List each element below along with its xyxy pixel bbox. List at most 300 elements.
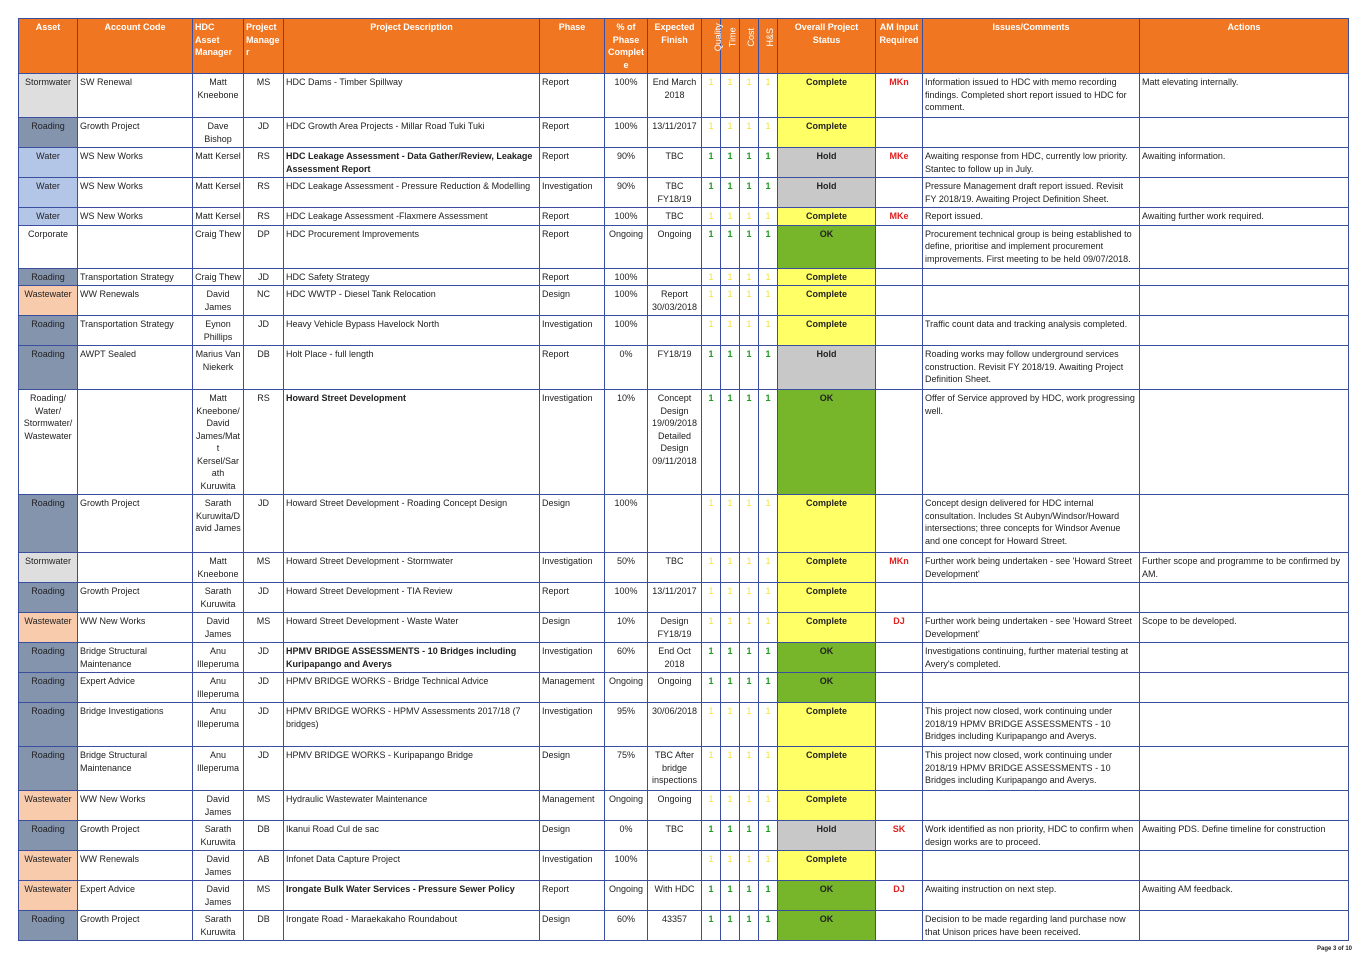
header-hdc-asset-manager: HDC Asset Manager xyxy=(193,19,244,74)
asset-cell: Roading xyxy=(19,643,78,673)
am-input-cell xyxy=(876,583,923,613)
project-manager-cell: RS xyxy=(244,390,284,495)
table-row xyxy=(19,495,1349,553)
time-indicator-cell: 1 xyxy=(721,74,740,118)
time-indicator-cell: 1 xyxy=(721,148,740,178)
am-input-cell xyxy=(876,268,923,286)
project-manager-cell: JD xyxy=(244,643,284,673)
am-input-cell xyxy=(876,390,923,495)
table-row xyxy=(19,268,1349,286)
account-code-cell: SW Renewal xyxy=(78,74,193,118)
actions-cell: Awaiting PDS. Define timeline for construction xyxy=(1140,821,1349,851)
project-manager-cell: AB xyxy=(244,851,284,881)
am-input-cell xyxy=(876,346,923,390)
quality-indicator-cell: 1 xyxy=(702,613,721,643)
expected-finish-cell: FY18/19 xyxy=(648,346,702,390)
quality-indicator-cell: 1 xyxy=(702,643,721,673)
cost-indicator-cell: 1 xyxy=(740,851,759,881)
overall-status-cell: Complete xyxy=(778,495,876,553)
phase-cell: Design xyxy=(540,495,605,553)
issues-comments-cell: Further work being undertaken - see 'Howard Street Development' xyxy=(923,613,1140,643)
table-row xyxy=(19,346,1349,390)
account-code-cell: Expert Advice xyxy=(78,881,193,911)
phase-cell: Report xyxy=(540,583,605,613)
time-indicator-cell: 1 xyxy=(721,268,740,286)
hdc-manager-cell: Matt Kneebone/David James/Matt Kersel/Sarath Kuruwita xyxy=(193,390,244,495)
project-manager-cell: JD xyxy=(244,703,284,747)
quality-indicator-cell: 1 xyxy=(702,178,721,208)
phase-cell: Report xyxy=(540,74,605,118)
project-manager-cell: RS xyxy=(244,178,284,208)
cost-indicator-cell: 1 xyxy=(740,118,759,148)
table-row xyxy=(19,286,1349,316)
cost-indicator-cell: 1 xyxy=(740,673,759,703)
phase-cell: Investigation xyxy=(540,643,605,673)
actions-cell: Awaiting further work required. xyxy=(1140,208,1349,226)
overall-status-cell: OK xyxy=(778,881,876,911)
table-row xyxy=(19,553,1349,583)
project-manager-cell: DB xyxy=(244,911,284,941)
actions-cell: Awaiting information. xyxy=(1140,148,1349,178)
time-indicator-cell: 1 xyxy=(721,118,740,148)
account-code-cell: Bridge Structural Maintenance xyxy=(78,747,193,791)
overall-status-cell: Complete xyxy=(778,118,876,148)
phase-cell: Management xyxy=(540,673,605,703)
hdc-manager-cell: Anu Illeperuma xyxy=(193,643,244,673)
am-input-cell xyxy=(876,316,923,346)
quality-indicator-cell: 1 xyxy=(702,286,721,316)
project-manager-cell: MS xyxy=(244,74,284,118)
quality-indicator-cell: 1 xyxy=(702,118,721,148)
header-phase: Phase xyxy=(540,19,605,74)
cost-indicator-cell: 1 xyxy=(740,583,759,613)
time-indicator-cell: 1 xyxy=(721,821,740,851)
cost-indicator-cell: 1 xyxy=(740,74,759,118)
issues-comments-cell: Investigations continuing, further material testing at Avery's completed. xyxy=(923,643,1140,673)
project-status-table xyxy=(18,18,1349,941)
expected-finish-cell: 43357 xyxy=(648,911,702,941)
table-row xyxy=(19,316,1349,346)
time-indicator-cell: 1 xyxy=(721,583,740,613)
hdc-manager-cell: Anu Illeperuma xyxy=(193,747,244,791)
issues-comments-cell: This project now closed, work continuing under 2018/19 HPMV BRIDGE ASSESSMENTS - 10 Bridges including Kuripapango and Averys. xyxy=(923,747,1140,791)
header-percent-complete: % of Phase Complete xyxy=(605,19,648,74)
hdc-manager-cell: Matt Kneebone xyxy=(193,74,244,118)
table-row xyxy=(19,673,1349,703)
account-code-cell: Bridge Investigations xyxy=(78,703,193,747)
cost-indicator-cell: 1 xyxy=(740,178,759,208)
asset-cell: Wastewater xyxy=(19,881,78,911)
table-row xyxy=(19,118,1349,148)
actions-cell xyxy=(1140,791,1349,821)
issues-comments-cell: Offer of Service approved by HDC, work progressing well. xyxy=(923,390,1140,495)
hdc-manager-cell: Marius Van Niekerk xyxy=(193,346,244,390)
issues-comments-cell: Further work being undertaken - see 'Howard Street Development' xyxy=(923,553,1140,583)
table-body xyxy=(19,74,1349,941)
project-description-cell: Howard Street Development xyxy=(284,390,540,495)
issues-comments-cell: Decision to be made regarding land purchase now that Unison prices have been received. xyxy=(923,911,1140,941)
overall-status-cell: Complete xyxy=(778,316,876,346)
account-code-cell xyxy=(78,225,193,268)
table-row xyxy=(19,911,1349,941)
hs-indicator-cell: 1 xyxy=(759,178,778,208)
phase-cell: Report xyxy=(540,208,605,226)
hs-indicator-cell: 1 xyxy=(759,747,778,791)
project-manager-cell: JD xyxy=(244,118,284,148)
hs-indicator-cell: 1 xyxy=(759,673,778,703)
expected-finish-cell: Ongoing xyxy=(648,673,702,703)
issues-comments-cell: Procurement technical group is being established to define, prioritise and implement procurement improvements. First meeting to be held 09/07/2018. xyxy=(923,225,1140,268)
account-code-cell: Growth Project xyxy=(78,583,193,613)
cost-indicator-cell: 1 xyxy=(740,346,759,390)
phase-cell: Report xyxy=(540,225,605,268)
phase-cell: Investigation xyxy=(540,316,605,346)
time-indicator-cell: 1 xyxy=(721,791,740,821)
am-input-cell xyxy=(876,673,923,703)
project-manager-cell: MS xyxy=(244,791,284,821)
phase-cell: Report xyxy=(540,148,605,178)
hs-indicator-cell: 1 xyxy=(759,703,778,747)
hdc-manager-cell: Matt Kneebone xyxy=(193,553,244,583)
project-manager-cell: MS xyxy=(244,553,284,583)
account-code-cell: AWPT Sealed xyxy=(78,346,193,390)
percent-complete-cell: 100% xyxy=(605,286,648,316)
phase-cell: Design xyxy=(540,286,605,316)
project-manager-cell: DB xyxy=(244,346,284,390)
time-indicator-cell: 1 xyxy=(721,316,740,346)
account-code-cell xyxy=(78,553,193,583)
table-row xyxy=(19,178,1349,208)
project-description-cell: Irongate Road - Maraekakaho Roundabout xyxy=(284,911,540,941)
project-manager-cell: JD xyxy=(244,316,284,346)
header-actions: Actions xyxy=(1140,19,1349,74)
am-input-cell: SK xyxy=(876,821,923,851)
hdc-manager-cell: Dave Bishop xyxy=(193,118,244,148)
am-input-cell xyxy=(876,495,923,553)
actions-cell xyxy=(1140,747,1349,791)
time-indicator-cell: 1 xyxy=(721,747,740,791)
project-manager-cell: RS xyxy=(244,208,284,226)
issues-comments-cell: Pressure Management draft report issued. Revisit FY 2018/19. Awaiting Project Definition Sheet. xyxy=(923,178,1140,208)
hdc-manager-cell: Matt Kersel xyxy=(193,178,244,208)
percent-complete-cell: 100% xyxy=(605,208,648,226)
percent-complete-cell: 100% xyxy=(605,851,648,881)
overall-status-cell: OK xyxy=(778,911,876,941)
quality-indicator-cell: 1 xyxy=(702,346,721,390)
header-account-code: Account Code xyxy=(78,19,193,74)
overall-status-cell: Complete xyxy=(778,553,876,583)
hs-indicator-cell: 1 xyxy=(759,208,778,226)
project-manager-cell: RS xyxy=(244,148,284,178)
time-indicator-cell: 1 xyxy=(721,346,740,390)
cost-indicator-cell: 1 xyxy=(740,791,759,821)
header-asset: Asset xyxy=(19,19,78,74)
quality-indicator-cell: 1 xyxy=(702,821,721,851)
expected-finish-cell: End Oct 2018 xyxy=(648,643,702,673)
asset-cell: Wastewater xyxy=(19,286,78,316)
table-row xyxy=(19,791,1349,821)
asset-cell: Roading xyxy=(19,583,78,613)
hs-indicator-cell: 1 xyxy=(759,851,778,881)
overall-status-cell: Hold xyxy=(778,346,876,390)
percent-complete-cell: 10% xyxy=(605,390,648,495)
hs-indicator-cell: 1 xyxy=(759,390,778,495)
expected-finish-cell xyxy=(648,316,702,346)
expected-finish-cell: TBC xyxy=(648,208,702,226)
am-input-cell xyxy=(876,178,923,208)
expected-finish-cell xyxy=(648,268,702,286)
am-input-cell xyxy=(876,747,923,791)
hdc-manager-cell: Sarath Kuruwita/David James xyxy=(193,495,244,553)
asset-cell: Roading xyxy=(19,821,78,851)
quality-indicator-cell: 1 xyxy=(702,881,721,911)
overall-status-cell: Complete xyxy=(778,703,876,747)
am-input-cell: DJ xyxy=(876,881,923,911)
asset-cell: Roading xyxy=(19,495,78,553)
actions-cell xyxy=(1140,495,1349,553)
issues-comments-cell: Roading works may follow underground services construction. Revisit FY 2018/19. Awaiting Project Definition Sheet. xyxy=(923,346,1140,390)
phase-cell: Design xyxy=(540,821,605,851)
issues-comments-cell: Report issued. xyxy=(923,208,1140,226)
am-input-cell xyxy=(876,703,923,747)
percent-complete-cell: 90% xyxy=(605,178,648,208)
am-input-cell: MKn xyxy=(876,74,923,118)
expected-finish-cell: TBC xyxy=(648,821,702,851)
overall-status-cell: Complete xyxy=(778,74,876,118)
account-code-cell xyxy=(78,390,193,495)
overall-status-cell: OK xyxy=(778,225,876,268)
hs-indicator-cell: 1 xyxy=(759,495,778,553)
hs-indicator-cell: 1 xyxy=(759,346,778,390)
table-row xyxy=(19,225,1349,268)
asset-cell: Corporate xyxy=(19,225,78,268)
hs-indicator-cell: 1 xyxy=(759,911,778,941)
issues-comments-cell xyxy=(923,118,1140,148)
issues-comments-cell xyxy=(923,268,1140,286)
percent-complete-cell: 50% xyxy=(605,553,648,583)
account-code-cell: WS New Works xyxy=(78,178,193,208)
project-description-cell: HPMV BRIDGE WORKS - Kuripapango Bridge xyxy=(284,747,540,791)
issues-comments-cell xyxy=(923,851,1140,881)
percent-complete-cell: 60% xyxy=(605,911,648,941)
overall-status-cell: Complete xyxy=(778,286,876,316)
percent-complete-cell: 60% xyxy=(605,643,648,673)
hs-indicator-cell: 1 xyxy=(759,316,778,346)
account-code-cell: WS New Works xyxy=(78,148,193,178)
issues-comments-cell xyxy=(923,791,1140,821)
overall-status-cell: Hold xyxy=(778,821,876,851)
overall-status-cell: OK xyxy=(778,643,876,673)
percent-complete-cell: 0% xyxy=(605,346,648,390)
overall-status-cell: Complete xyxy=(778,583,876,613)
hs-indicator-cell: 1 xyxy=(759,613,778,643)
account-code-cell: Growth Project xyxy=(78,118,193,148)
percent-complete-cell: 100% xyxy=(605,74,648,118)
percent-complete-cell: Ongoing xyxy=(605,791,648,821)
table-row xyxy=(19,613,1349,643)
quality-indicator-cell: 1 xyxy=(702,225,721,268)
actions-cell xyxy=(1140,316,1349,346)
project-manager-cell: MS xyxy=(244,881,284,911)
asset-cell: Roading xyxy=(19,268,78,286)
phase-cell: Investigation xyxy=(540,703,605,747)
project-manager-cell: DP xyxy=(244,225,284,268)
hs-indicator-cell: 1 xyxy=(759,225,778,268)
time-indicator-cell: 1 xyxy=(721,208,740,226)
cost-indicator-cell: 1 xyxy=(740,495,759,553)
percent-complete-cell: 10% xyxy=(605,613,648,643)
project-description-cell: Heavy Vehicle Bypass Havelock North xyxy=(284,316,540,346)
asset-cell: Water xyxy=(19,148,78,178)
time-indicator-cell: 1 xyxy=(721,286,740,316)
project-manager-cell: JD xyxy=(244,495,284,553)
overall-status-cell: OK xyxy=(778,673,876,703)
expected-finish-cell: 13/11/2017 xyxy=(648,583,702,613)
header-am-input: AM Input Required xyxy=(876,19,923,74)
cost-indicator-cell: 1 xyxy=(740,703,759,747)
header-issues-comments: Issues/Comments xyxy=(923,19,1140,74)
expected-finish-cell: With HDC xyxy=(648,881,702,911)
phase-cell: Report xyxy=(540,118,605,148)
am-input-cell xyxy=(876,286,923,316)
overall-status-cell: OK xyxy=(778,390,876,495)
quality-indicator-cell: 1 xyxy=(702,553,721,583)
time-indicator-cell: 1 xyxy=(721,495,740,553)
hdc-manager-cell: Matt Kersel xyxy=(193,148,244,178)
percent-complete-cell: 100% xyxy=(605,118,648,148)
table-row xyxy=(19,851,1349,881)
time-indicator-cell: 1 xyxy=(721,613,740,643)
table-row xyxy=(19,703,1349,747)
asset-cell: Roading xyxy=(19,911,78,941)
quality-indicator-cell: 1 xyxy=(702,851,721,881)
hs-indicator-cell: 1 xyxy=(759,118,778,148)
percent-complete-cell: 100% xyxy=(605,268,648,286)
issues-comments-cell xyxy=(923,286,1140,316)
account-code-cell: Growth Project xyxy=(78,911,193,941)
percent-complete-cell: 90% xyxy=(605,148,648,178)
am-input-cell xyxy=(876,225,923,268)
project-description-cell: Holt Place - full length xyxy=(284,346,540,390)
account-code-cell: WW New Works xyxy=(78,613,193,643)
quality-indicator-cell: 1 xyxy=(702,208,721,226)
phase-cell: Investigation xyxy=(540,178,605,208)
hs-indicator-cell: 1 xyxy=(759,286,778,316)
project-description-cell: HDC Leakage Assessment -Flaxmere Assessment xyxy=(284,208,540,226)
actions-cell xyxy=(1140,346,1349,390)
percent-complete-cell: 100% xyxy=(605,583,648,613)
asset-cell: Stormwater xyxy=(19,553,78,583)
asset-cell: Roading xyxy=(19,316,78,346)
project-description-cell: HPMV BRIDGE WORKS - HPMV Assessments 2017/18 (7 bridges) xyxy=(284,703,540,747)
header-hs xyxy=(759,19,778,74)
issues-comments-cell: Awaiting instruction on next step. xyxy=(923,881,1140,911)
am-input-cell: MKe xyxy=(876,148,923,178)
project-description-cell: Irongate Bulk Water Services - Pressure Sewer Policy xyxy=(284,881,540,911)
project-description-cell: Howard Street Development - Stormwater xyxy=(284,553,540,583)
time-indicator-cell: 1 xyxy=(721,881,740,911)
account-code-cell: WS New Works xyxy=(78,208,193,226)
hdc-manager-cell: Eynon Phillips xyxy=(193,316,244,346)
table-row xyxy=(19,208,1349,226)
cost-indicator-cell: 1 xyxy=(740,747,759,791)
actions-cell xyxy=(1140,851,1349,881)
project-manager-cell: MS xyxy=(244,613,284,643)
cost-indicator-cell: 1 xyxy=(740,613,759,643)
quality-indicator-cell: 1 xyxy=(702,747,721,791)
asset-cell: Roading xyxy=(19,346,78,390)
hdc-manager-cell: Sarath Kuruwita xyxy=(193,821,244,851)
time-indicator-cell: 1 xyxy=(721,225,740,268)
table-row xyxy=(19,821,1349,851)
project-manager-cell: DB xyxy=(244,821,284,851)
overall-status-cell: Complete xyxy=(778,613,876,643)
expected-finish-cell: Concept Design 19/09/2018 Detailed Design 09/11/2018 xyxy=(648,390,702,495)
table-row xyxy=(19,747,1349,791)
phase-cell: Management xyxy=(540,791,605,821)
asset-cell: Roading xyxy=(19,118,78,148)
table-row xyxy=(19,643,1349,673)
expected-finish-cell: TBC After bridge inspections xyxy=(648,747,702,791)
actions-cell xyxy=(1140,268,1349,286)
hs-indicator-cell: 1 xyxy=(759,148,778,178)
time-indicator-cell: 1 xyxy=(721,851,740,881)
header-time-label: Time xyxy=(727,27,738,48)
issues-comments-cell xyxy=(923,583,1140,613)
project-description-cell: HDC WWTP - Diesel Tank Relocation xyxy=(284,286,540,316)
quality-indicator-cell: 1 xyxy=(702,74,721,118)
hdc-manager-cell: Craig Thew xyxy=(193,225,244,268)
actions-cell: Matt elevating internally. xyxy=(1140,74,1349,118)
account-code-cell: Growth Project xyxy=(78,821,193,851)
hs-indicator-cell: 1 xyxy=(759,268,778,286)
actions-cell xyxy=(1140,286,1349,316)
hdc-manager-cell: David James xyxy=(193,791,244,821)
am-input-cell xyxy=(876,118,923,148)
cost-indicator-cell: 1 xyxy=(740,553,759,583)
am-input-cell xyxy=(876,791,923,821)
overall-status-cell: Complete xyxy=(778,747,876,791)
quality-indicator-cell: 1 xyxy=(702,791,721,821)
page-number: Page 3 of 10 xyxy=(1316,946,1352,952)
overall-status-cell: Complete xyxy=(778,208,876,226)
cost-indicator-cell: 1 xyxy=(740,268,759,286)
percent-complete-cell: 100% xyxy=(605,495,648,553)
project-description-cell: HDC Dams - Timber Spillway xyxy=(284,74,540,118)
project-description-cell: Howard Street Development - TIA Review xyxy=(284,583,540,613)
issues-comments-cell: Awaiting response from HDC, currently low priority. Stantec to follow up in July. xyxy=(923,148,1140,178)
overall-status-cell: Hold xyxy=(778,148,876,178)
hdc-manager-cell: David James xyxy=(193,881,244,911)
quality-indicator-cell: 1 xyxy=(702,148,721,178)
account-code-cell: WW Renewals xyxy=(78,851,193,881)
phase-cell: Investigation xyxy=(540,553,605,583)
project-description-cell: HDC Growth Area Projects - Millar Road Tuki Tuki xyxy=(284,118,540,148)
actions-cell xyxy=(1140,225,1349,268)
expected-finish-cell xyxy=(648,851,702,881)
quality-indicator-cell: 1 xyxy=(702,316,721,346)
hs-indicator-cell: 1 xyxy=(759,74,778,118)
cost-indicator-cell: 1 xyxy=(740,286,759,316)
cost-indicator-cell: 1 xyxy=(740,225,759,268)
header-expected-finish: Expected Finish xyxy=(648,19,702,74)
actions-cell xyxy=(1140,703,1349,747)
project-description-cell: HDC Leakage Assessment - Data Gather/Review, Leakage Assessment Report xyxy=(284,148,540,178)
expected-finish-cell: Report 30/03/2018 xyxy=(648,286,702,316)
header-cost xyxy=(740,19,759,74)
quality-indicator-cell: 1 xyxy=(702,673,721,703)
time-indicator-cell: 1 xyxy=(721,703,740,747)
